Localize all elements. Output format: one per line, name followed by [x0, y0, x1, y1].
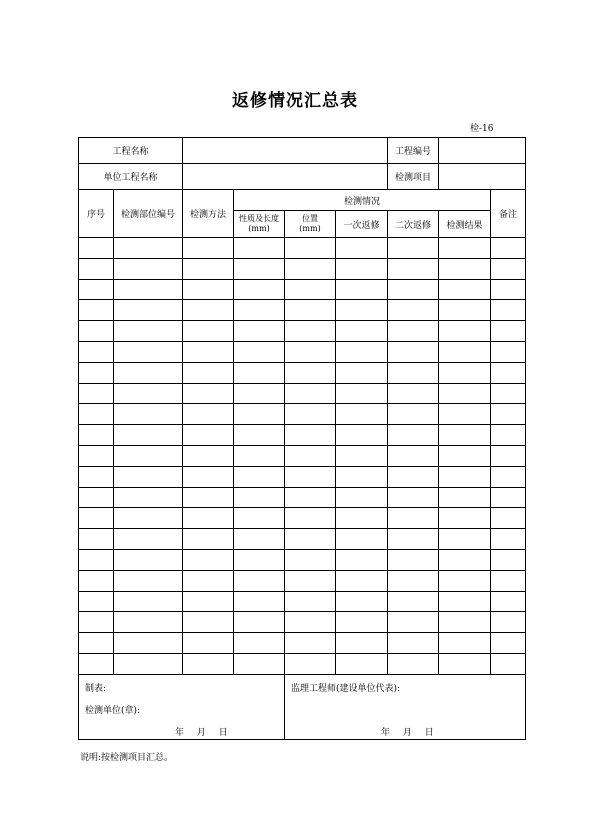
- table-cell[interactable]: [234, 487, 285, 508]
- table-row: [79, 238, 526, 259]
- table-cell[interactable]: [388, 653, 439, 674]
- table-cell[interactable]: [183, 321, 234, 342]
- table-cell[interactable]: [234, 321, 285, 342]
- table-cell[interactable]: [234, 404, 285, 425]
- table-cell[interactable]: [234, 612, 285, 633]
- table-cell[interactable]: [439, 321, 491, 342]
- table-cell[interactable]: [285, 404, 336, 425]
- table-cell[interactable]: [491, 425, 526, 446]
- table-cell[interactable]: [114, 279, 183, 300]
- table-cell[interactable]: [183, 612, 234, 633]
- table-row: [79, 487, 526, 508]
- nature-length-unit: (mm): [248, 224, 270, 233]
- table-cell[interactable]: [183, 633, 234, 654]
- table-cell[interactable]: [491, 653, 526, 674]
- table-cell[interactable]: [114, 508, 183, 529]
- table-cell[interactable]: [234, 341, 285, 362]
- table-cell[interactable]: [491, 591, 526, 612]
- table-cell[interactable]: [79, 466, 114, 487]
- table-cell[interactable]: [285, 529, 336, 550]
- table-cell[interactable]: [285, 570, 336, 591]
- table-cell[interactable]: [388, 591, 439, 612]
- table-cell[interactable]: [388, 238, 439, 259]
- table-cell[interactable]: [234, 425, 285, 446]
- page-title: 返修情况汇总表: [232, 91, 358, 111]
- table-row: [79, 404, 526, 425]
- table-cell[interactable]: [285, 321, 336, 342]
- table-cell[interactable]: [285, 300, 336, 321]
- table-cell[interactable]: [79, 549, 114, 570]
- table-cell[interactable]: [183, 404, 234, 425]
- table-row: [79, 445, 526, 466]
- table-cell[interactable]: [336, 529, 388, 550]
- location-unit: (mm): [299, 224, 321, 233]
- table-cell[interactable]: [234, 279, 285, 300]
- table-cell[interactable]: [388, 341, 439, 362]
- table-cell[interactable]: [79, 404, 114, 425]
- table-cell[interactable]: [285, 653, 336, 674]
- table-row: [79, 362, 526, 383]
- table-row: [79, 591, 526, 612]
- col-method-header: 检测方法: [183, 190, 234, 238]
- table-row: [79, 570, 526, 591]
- table-cell[interactable]: [79, 633, 114, 654]
- table-cell[interactable]: [183, 279, 234, 300]
- table-cell[interactable]: [234, 549, 285, 570]
- table-cell[interactable]: [234, 466, 285, 487]
- table-cell[interactable]: [79, 258, 114, 279]
- table-cell[interactable]: [79, 383, 114, 404]
- table-cell[interactable]: [439, 279, 491, 300]
- table-cell[interactable]: [234, 570, 285, 591]
- table-row: [79, 612, 526, 633]
- table-cell[interactable]: [183, 383, 234, 404]
- table-cell[interactable]: [114, 300, 183, 321]
- table-cell[interactable]: [336, 591, 388, 612]
- table-cell[interactable]: [336, 633, 388, 654]
- table-cell[interactable]: [388, 445, 439, 466]
- table-cell[interactable]: [491, 549, 526, 570]
- table-cell[interactable]: [336, 508, 388, 529]
- table-cell[interactable]: [79, 279, 114, 300]
- table-cell[interactable]: [491, 321, 526, 342]
- table-cell[interactable]: [439, 508, 491, 529]
- table-cell[interactable]: [114, 633, 183, 654]
- table-cell[interactable]: [285, 341, 336, 362]
- table-cell[interactable]: [388, 321, 439, 342]
- signature-row: [79, 674, 526, 739]
- table-cell[interactable]: [234, 591, 285, 612]
- col-repair2-header: 二次返修: [388, 211, 439, 238]
- table-cell[interactable]: [234, 508, 285, 529]
- date-right: 年 月 日: [381, 727, 434, 738]
- table-cell[interactable]: [79, 487, 114, 508]
- table-cell[interactable]: [183, 300, 234, 321]
- table-cell[interactable]: [285, 591, 336, 612]
- table-cell[interactable]: [183, 445, 234, 466]
- col-nature-length-header: [234, 211, 285, 238]
- table-cell[interactable]: [439, 258, 491, 279]
- col-repair1-header: 一次返修: [336, 211, 388, 238]
- nature-length-label: 性质及长度: [239, 214, 280, 223]
- table-cell[interactable]: [285, 549, 336, 570]
- table-cell[interactable]: [336, 321, 388, 342]
- unit-project-field[interactable]: [183, 164, 388, 190]
- table-cell[interactable]: [234, 258, 285, 279]
- table-cell[interactable]: [336, 487, 388, 508]
- table-cell[interactable]: [336, 341, 388, 362]
- table-cell[interactable]: [183, 591, 234, 612]
- table-row: [79, 633, 526, 654]
- table-row: [79, 508, 526, 529]
- table-cell[interactable]: [79, 362, 114, 383]
- table-cell[interactable]: [388, 487, 439, 508]
- table-cell[interactable]: [439, 425, 491, 446]
- prepared-by-label: 制表:: [85, 683, 107, 694]
- table-cell[interactable]: [114, 362, 183, 383]
- table-cell[interactable]: [388, 404, 439, 425]
- table-cell[interactable]: [114, 404, 183, 425]
- table-cell[interactable]: [285, 508, 336, 529]
- table-cell[interactable]: [491, 612, 526, 633]
- table-cell[interactable]: [336, 445, 388, 466]
- supervisor-label: 监理工程师(建设单位代表):: [291, 683, 401, 694]
- table-cell[interactable]: [114, 612, 183, 633]
- project-no-field[interactable]: [439, 138, 526, 164]
- col-location-header: [285, 211, 336, 238]
- table-cell[interactable]: [491, 362, 526, 383]
- table-cell[interactable]: [285, 487, 336, 508]
- table-row: [79, 258, 526, 279]
- table-cell[interactable]: [439, 404, 491, 425]
- col-remark-header: 备注: [491, 190, 526, 238]
- table-row: [79, 549, 526, 570]
- table-cell[interactable]: [114, 341, 183, 362]
- table-cell[interactable]: [439, 612, 491, 633]
- table-cell[interactable]: [114, 238, 183, 259]
- table-cell[interactable]: [285, 466, 336, 487]
- table-cell[interactable]: [234, 300, 285, 321]
- table-cell[interactable]: [183, 341, 234, 362]
- table-cell[interactable]: [439, 238, 491, 259]
- table-cell[interactable]: [183, 570, 234, 591]
- table-cell[interactable]: [388, 633, 439, 654]
- table-cell[interactable]: [491, 529, 526, 550]
- test-item-field[interactable]: [439, 164, 526, 190]
- table-cell[interactable]: [388, 508, 439, 529]
- table-cell[interactable]: [183, 466, 234, 487]
- table-cell[interactable]: [439, 570, 491, 591]
- table-cell[interactable]: [114, 591, 183, 612]
- table-cell[interactable]: [439, 633, 491, 654]
- table-cell[interactable]: [336, 425, 388, 446]
- table-row: [79, 341, 526, 362]
- table-cell[interactable]: [439, 383, 491, 404]
- table-row: [79, 383, 526, 404]
- table-cell[interactable]: [79, 341, 114, 362]
- table-cell[interactable]: [183, 238, 234, 259]
- table-cell[interactable]: [79, 508, 114, 529]
- signature-right: [285, 674, 526, 739]
- table-cell[interactable]: [234, 633, 285, 654]
- table-cell[interactable]: [79, 612, 114, 633]
- table-cell[interactable]: [79, 300, 114, 321]
- table-cell[interactable]: [388, 466, 439, 487]
- date-left: 年 月 日: [175, 727, 228, 738]
- table-cell[interactable]: [439, 300, 491, 321]
- project-no-label: 工程编号: [388, 138, 439, 164]
- table-cell[interactable]: [491, 279, 526, 300]
- table-cell[interactable]: [183, 549, 234, 570]
- form-code: 检-16: [470, 124, 494, 134]
- table-cell[interactable]: [491, 300, 526, 321]
- table-cell[interactable]: [285, 238, 336, 259]
- table-cell[interactable]: [491, 508, 526, 529]
- table-cell[interactable]: [439, 341, 491, 362]
- table-cell[interactable]: [114, 570, 183, 591]
- table-cell[interactable]: [114, 383, 183, 404]
- test-unit-label: 检测单位(章):: [85, 705, 141, 716]
- table-cell[interactable]: [336, 258, 388, 279]
- table-cell[interactable]: [234, 383, 285, 404]
- location-label: 位置: [302, 214, 319, 223]
- table-cell[interactable]: [183, 258, 234, 279]
- table-cell[interactable]: [114, 653, 183, 674]
- table-row: [79, 529, 526, 550]
- table-cell[interactable]: [285, 383, 336, 404]
- table-cell[interactable]: [285, 445, 336, 466]
- table-cell[interactable]: [234, 653, 285, 674]
- test-item-label: 检测项目: [388, 164, 439, 190]
- project-name-field[interactable]: [183, 138, 388, 164]
- table-cell[interactable]: [388, 300, 439, 321]
- table-cell[interactable]: [388, 570, 439, 591]
- table-cell[interactable]: [439, 445, 491, 466]
- table-cell[interactable]: [79, 529, 114, 550]
- table-cell[interactable]: [79, 570, 114, 591]
- repair-summary-table: [78, 137, 526, 740]
- table-cell[interactable]: [114, 425, 183, 446]
- table-cell[interactable]: [336, 570, 388, 591]
- table-cell[interactable]: [285, 612, 336, 633]
- table-cell[interactable]: [439, 653, 491, 674]
- col-position-header: 检测部位编号: [114, 190, 183, 238]
- table-cell[interactable]: [336, 549, 388, 570]
- table-cell[interactable]: [439, 362, 491, 383]
- table-cell[interactable]: [491, 570, 526, 591]
- table-cell[interactable]: [183, 362, 234, 383]
- table-cell[interactable]: [79, 591, 114, 612]
- table-cell[interactable]: [491, 383, 526, 404]
- signature-left: [79, 674, 285, 739]
- table-cell[interactable]: [183, 508, 234, 529]
- table-row: [79, 321, 526, 342]
- table-cell[interactable]: [491, 238, 526, 259]
- table-cell[interactable]: [183, 529, 234, 550]
- table-cell[interactable]: [285, 279, 336, 300]
- table-cell[interactable]: [388, 362, 439, 383]
- table-cell[interactable]: [79, 445, 114, 466]
- table-cell[interactable]: [285, 633, 336, 654]
- table-row: [79, 653, 526, 674]
- table-cell[interactable]: [491, 487, 526, 508]
- table-cell[interactable]: [388, 425, 439, 446]
- table-cell[interactable]: [114, 529, 183, 550]
- table-cell[interactable]: [439, 466, 491, 487]
- table-cell[interactable]: [388, 529, 439, 550]
- table-cell[interactable]: [234, 529, 285, 550]
- table-row: [79, 425, 526, 446]
- table-row: [79, 466, 526, 487]
- table-cell[interactable]: [183, 487, 234, 508]
- table-cell[interactable]: [79, 321, 114, 342]
- table-cell[interactable]: [491, 341, 526, 362]
- col-result-header: 检测结果: [439, 211, 491, 238]
- table-cell[interactable]: [285, 258, 336, 279]
- table-cell[interactable]: [336, 653, 388, 674]
- table-cell[interactable]: [336, 362, 388, 383]
- col-no-header: 序号: [79, 190, 114, 238]
- table-cell[interactable]: [336, 279, 388, 300]
- table-cell[interactable]: [285, 362, 336, 383]
- table-cell[interactable]: [388, 258, 439, 279]
- table-cell[interactable]: [491, 404, 526, 425]
- table-cell[interactable]: [388, 549, 439, 570]
- table-cell[interactable]: [79, 238, 114, 259]
- table-cell[interactable]: [114, 445, 183, 466]
- table-cell[interactable]: [234, 238, 285, 259]
- table-cell[interactable]: [388, 383, 439, 404]
- table-cell[interactable]: [336, 612, 388, 633]
- table-cell[interactable]: [183, 425, 234, 446]
- table-cell[interactable]: [491, 466, 526, 487]
- table-cell[interactable]: [234, 445, 285, 466]
- table-cell[interactable]: [439, 591, 491, 612]
- table-cell[interactable]: [439, 487, 491, 508]
- table-cell[interactable]: [439, 529, 491, 550]
- unit-project-label: 单位工程名称: [79, 164, 183, 190]
- table-row: [79, 300, 526, 321]
- table-cell[interactable]: [114, 258, 183, 279]
- table-cell[interactable]: [285, 425, 336, 446]
- table-cell[interactable]: [388, 279, 439, 300]
- table-cell[interactable]: [491, 258, 526, 279]
- table-cell[interactable]: [388, 612, 439, 633]
- table-cell[interactable]: [491, 445, 526, 466]
- table-cell[interactable]: [336, 383, 388, 404]
- table-cell[interactable]: [439, 549, 491, 570]
- footnote: 说明:按检测项目汇总。: [80, 753, 174, 763]
- table-cell[interactable]: [114, 549, 183, 570]
- table-cell[interactable]: [336, 300, 388, 321]
- table-cell[interactable]: [114, 321, 183, 342]
- table-cell[interactable]: [336, 238, 388, 259]
- project-name-label: 工程名称: [79, 138, 183, 164]
- table-cell[interactable]: [491, 633, 526, 654]
- table-cell[interactable]: [79, 653, 114, 674]
- table-cell[interactable]: [114, 466, 183, 487]
- table-cell[interactable]: [234, 362, 285, 383]
- table-cell[interactable]: [79, 425, 114, 446]
- col-situation-header: 检测情况: [234, 190, 491, 211]
- table-row: [79, 279, 526, 300]
- table-cell[interactable]: [336, 404, 388, 425]
- table-cell[interactable]: [183, 653, 234, 674]
- table-cell[interactable]: [114, 487, 183, 508]
- table-cell[interactable]: [336, 466, 388, 487]
